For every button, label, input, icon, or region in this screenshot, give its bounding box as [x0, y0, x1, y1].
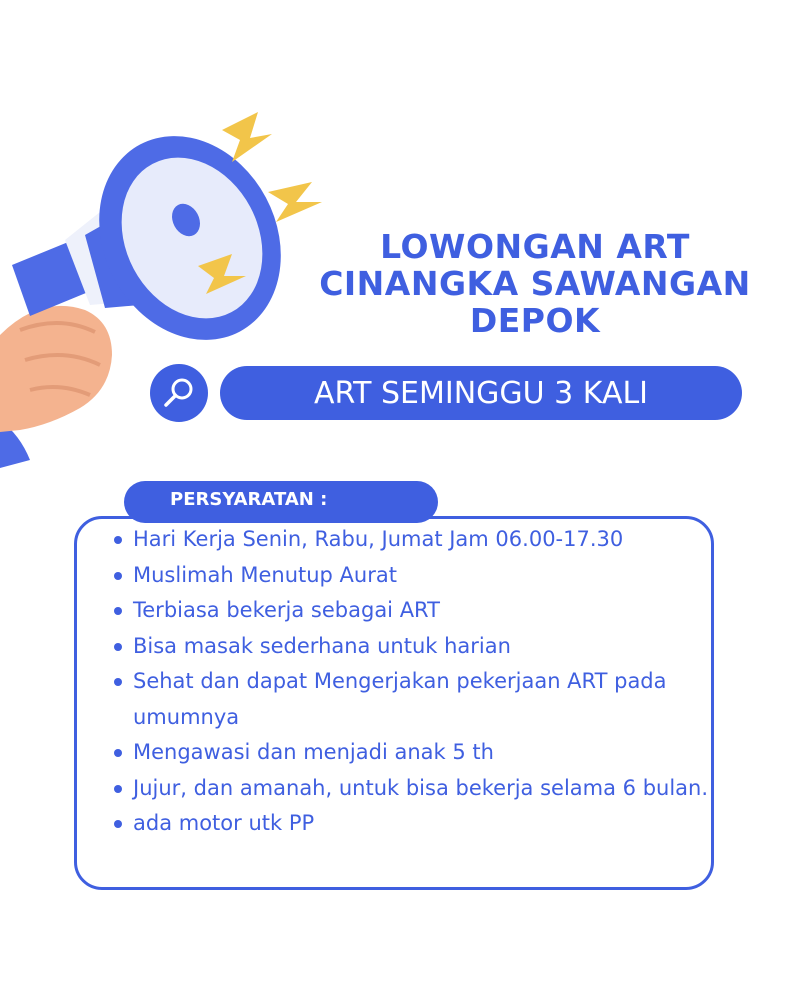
- search-icon: [160, 374, 198, 412]
- list-item: Sehat dan dapat Mengerjakan pekerjaan ART pada umumnya: [110, 664, 710, 735]
- list-item: Bisa masak sederhana untuk harian: [110, 629, 710, 665]
- megaphone-illustration: [0, 90, 340, 490]
- title-line-3: DEPOK: [469, 301, 601, 340]
- title-line-1: LOWONGAN ART: [380, 227, 690, 266]
- requirements-label: PERSYARATAN :: [124, 481, 438, 523]
- list-item: Muslimah Menutup Aurat: [110, 558, 710, 594]
- position-label: ART SEMINGGU 3 KALI: [313, 375, 649, 411]
- requirements-list: [110, 522, 710, 842]
- list-item: Jujur, dan amanah, untuk bisa bekerja selama 6 bulan.: [110, 771, 710, 807]
- page-title: [300, 228, 770, 339]
- list-item: Mengawasi dan menjadi anak 5 th: [110, 735, 710, 771]
- list-item: ada motor utk PP: [110, 806, 710, 842]
- list-item: Hari Kerja Senin, Rabu, Jumat Jam 06.00-17.30: [110, 522, 710, 558]
- list-item: Terbiasa bekerja sebagai ART: [110, 593, 710, 629]
- search-badge: [150, 364, 208, 422]
- position-banner: [220, 366, 742, 420]
- title-line-2: CINANGKA SAWANGAN: [319, 264, 751, 303]
